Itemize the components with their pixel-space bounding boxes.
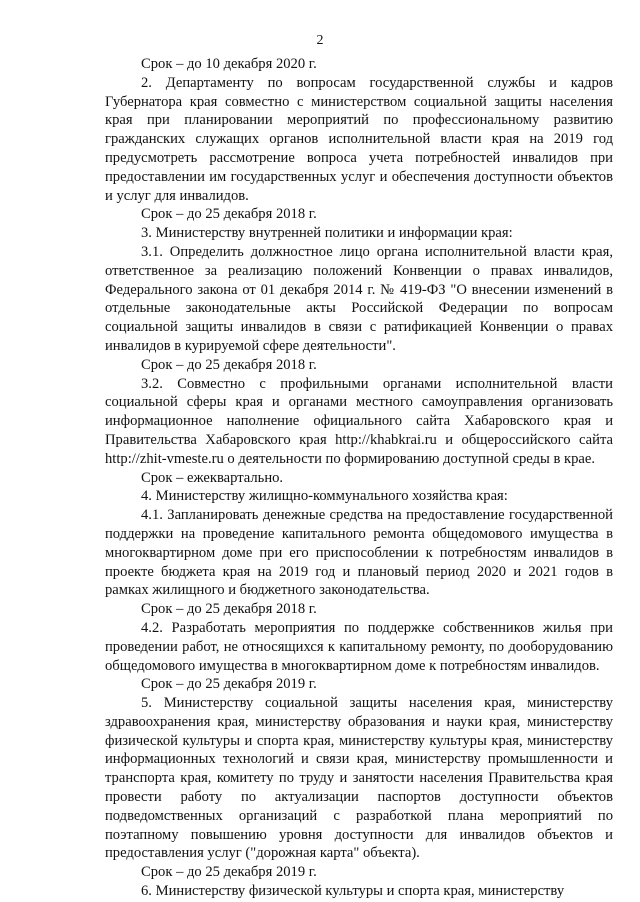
deadline-paragraph: Срок – до 10 декабря 2020 г.	[141, 56, 317, 72]
page-number: 2	[316, 33, 324, 48]
item-6-paragraph: 6. Министерству физической культуры и спорта края, министерству	[141, 883, 565, 900]
deadline-paragraph: Срок – до 25 декабря 2019 г.	[141, 864, 317, 881]
item-4-heading: 4. Министерству жилищно-коммунального хозяйства края:	[141, 488, 508, 505]
item-4-1-paragraph: 4.1. Запланировать денежные средства на предоставление государственной поддержки на проведение капитального ремонта общедомового имущества в многоквартирном доме при его приспособлении к потребностям инвалидов в проекте бюджета края на 2019 год и плановый период 2020 и 2021 годов в рамках жилищного и бюджетного законодательства.	[105, 507, 613, 599]
document-body	[105, 55, 613, 901]
deadline-paragraph: Срок – до 25 декабря 2018 г.	[141, 356, 317, 373]
item-3-2-paragraph: 3.2. Совместно с профильными органами исполнительной власти социальной сферы края и органами местного самоуправления организовать информационное наполнение официального сайта Хабаровского края и Правительства Хабаровского края http://khabkrai.ru и общероссийского сайта http://zhit-vmeste.ru о деятельности по формированию доступной среды в крае.	[105, 375, 613, 467]
item-4-2-paragraph: 4.2. Разработать мероприятия по поддержке собственников жилья при проведении работ, не относящихся к капитальному ремонту, по дооборудованию общедомового имущества в многоквартирном доме к потребностям инвалидов.	[105, 619, 613, 674]
item-5-paragraph: 5. Министерству социальной защиты населения края, министерству здравоохранения края, министерству образования и науки края, министерству физической культуры и спорта края, министерству культуры края, министерству информационных технологий и связи края, министерству промышленности и транспорта края, комитету по труду и занятости населения Правительства края провести работу по актуализации паспортов доступности объектов подведомственных организаций с разработкой плана мероприятий по поэтапному повышению уровня доступности для инвалидов объектов и предоставления услуг ("дорожная карта" объекта).	[105, 695, 613, 862]
deadline-paragraph: Срок – до 25 декабря 2018 г.	[141, 601, 317, 618]
item-3-heading: 3. Министерству внутренней политики и информации края:	[141, 225, 513, 242]
item-2-paragraph: 2. Департаменту по вопросам государственной службы и кадров Губернатора края совместно с министерством социальной защиты населения края при планировании мероприятий по профессиональному развитию гражданских служащих органов исполнительной власти края на 2019 год предусмотреть рассмотрение вопроса учета потребностей инвалидов при предоставлении им государственных услуг и обеспечения доступности объектов и услуг для инвалидов.	[105, 74, 613, 204]
item-3-1-paragraph: 3.1. Определить должностное лицо органа исполнительной власти края, ответственное за реализацию положений Конвенции о правах инвалидов, Федерального закона от 01 декабря 2014 г. № 419-ФЗ "О внесении изменений в отдельные законодательные акты Российской Федерации по вопросам социальной защиты инвалидов в связи с ратификацией Конвенции о правах инвалидов в курируемой сфере деятельности".	[105, 243, 613, 354]
deadline-paragraph: Срок – ежеквартально.	[141, 469, 284, 486]
deadline-paragraph: Срок – до 25 декабря 2018 г.	[141, 206, 317, 223]
deadline-paragraph: Срок – до 25 декабря 2019 г.	[141, 676, 317, 693]
